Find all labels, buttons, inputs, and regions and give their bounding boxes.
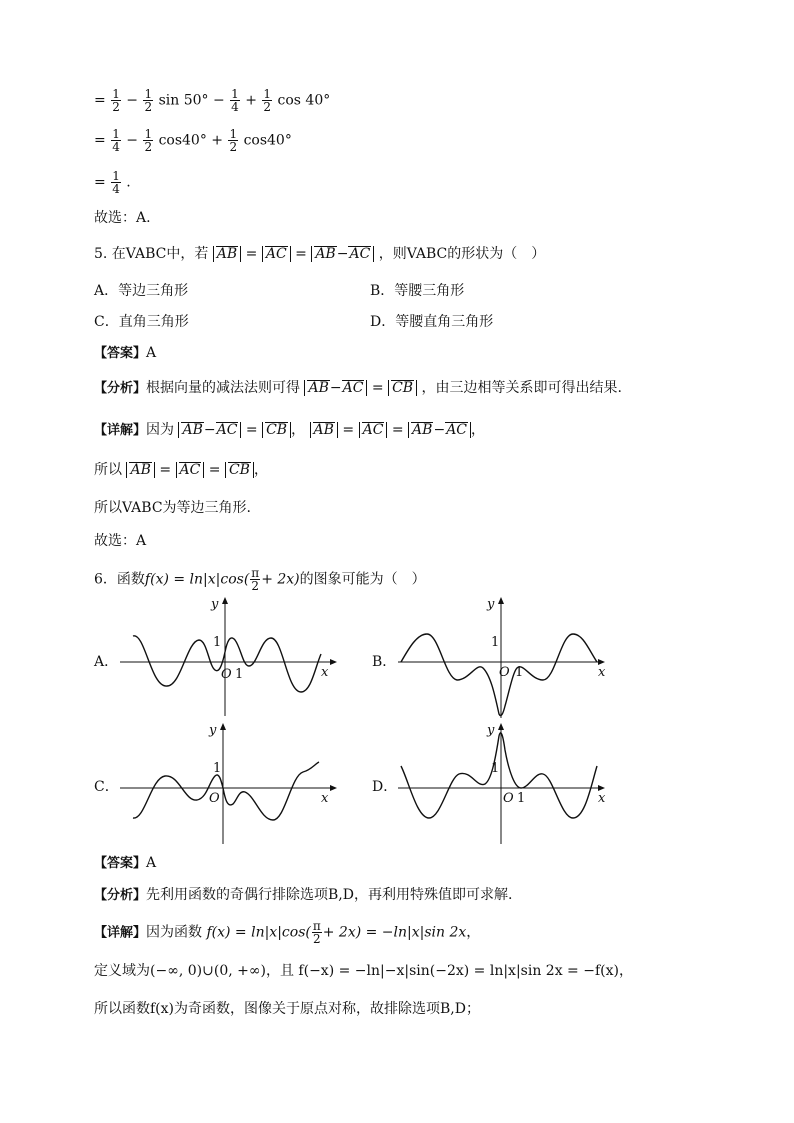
answer-5: 【答案】A [94, 345, 157, 361]
y-tick-1: 1 [213, 635, 222, 650]
fraction: $\frac{1}{4}$ [112, 127, 120, 154]
origin-label: O [209, 791, 220, 806]
graph-label-c: C． [94, 779, 119, 795]
choose-line-1: 故选：A. [94, 210, 151, 226]
y-tick-1: 1 [491, 761, 500, 776]
graph-label-a: A． [94, 654, 119, 670]
question-5: 5. 在VABC中，若 AB = AC = AB−AC ，则VABC的形状为（ ） [94, 246, 546, 262]
y-label: y [487, 597, 495, 612]
y-axis-arrow [498, 723, 504, 730]
y-tick-1: 1 [213, 761, 222, 776]
graph-a-curve [133, 636, 321, 692]
y-label: y [209, 723, 217, 738]
detail-5-line-3: 所以VABC为等边三角形. [94, 500, 251, 516]
eq-sign: = [94, 92, 106, 109]
analysis-5: 【分析】根据向量的减法法则可得 AB−AC = CB ，由三边相等关系即可得出结果. [94, 380, 622, 396]
graph-label-b: B． [372, 654, 397, 670]
detail-6: 【详解】因为函数 f(x) = ln|x|cos( $\frac{\pi}{2}$ + 2x) = −ln|x|sin 2x， [94, 919, 481, 946]
fraction: $\frac{1}{4}$ [231, 87, 239, 114]
question-6: 6．函数f(x) = ln|x|cos( $\frac{\pi}{2}$ + 2x)的图象可能为（ ） [94, 566, 426, 593]
x-label: x [598, 791, 606, 806]
analysis-6: 【分析】先利用函数的奇偶行排除选项B,D，再利用特殊值即可求解. [94, 887, 513, 903]
step-line-2: = $\frac{1}{4}$ − $\frac{1}{2}$ cos40° + $\frac{1}{2}$ cos40° [94, 127, 292, 154]
x-tick-1: 1 [517, 791, 526, 806]
y-label: y [487, 723, 495, 738]
graph-c-curve [133, 762, 319, 820]
x-label: x [598, 665, 606, 680]
fraction: $\frac{1}{4}$ [112, 169, 120, 196]
option-c: C．直角三角形 [94, 314, 189, 330]
y-tick-1: 1 [491, 635, 500, 650]
y-label: y [211, 597, 219, 612]
y-axis-arrow [222, 597, 228, 604]
x-axis-arrow [330, 659, 337, 665]
fraction: $\frac{1}{2}$ [144, 87, 153, 114]
answer-6: 【答案】A [94, 855, 157, 871]
detail-5-line-2: 所以 AB = AC = CB ， [94, 462, 268, 478]
option-d: D．等腰直角三角形 [370, 314, 494, 330]
choose-line-5: 故选：A [94, 533, 147, 549]
graph-a [115, 596, 340, 718]
y-axis-arrow [220, 723, 226, 730]
fraction: $\frac{1}{2}$ [144, 127, 153, 154]
x-tick-1: 1 [235, 667, 244, 682]
step-line-1: = $\frac{1}{2}$ − $\frac{1}{2}$ sin 50° − $\frac{1}{4}$ + $\frac{1}{2}$ cos 40° [94, 87, 331, 114]
graph-d [393, 722, 618, 846]
detail-5: 【详解】因为 AB−AC = CB ， AB = AC = AB−AC ， [94, 422, 486, 438]
x-tick-1: 1 [515, 665, 524, 680]
fraction: $\frac{1}{2}$ [229, 127, 238, 154]
graph-label-d: D． [372, 779, 398, 795]
origin-label: O [221, 667, 232, 682]
fraction: $\frac{1}{2}$ [263, 87, 272, 114]
fraction: $\frac{1}{2}$ [112, 87, 120, 114]
origin-label: O [503, 791, 514, 806]
x-axis-arrow [330, 785, 337, 791]
domain-line: 定义域为(−∞, 0)∪(0, +∞)，且 f(−x) = −ln|−x|sin(−2x) = ln|x|sin 2x = −f(x)， [94, 963, 633, 979]
y-axis-arrow [498, 597, 504, 604]
x-label: x [321, 665, 329, 680]
graph-b [393, 596, 618, 720]
x-label: x [321, 791, 329, 806]
option-a: A．等边三角形 [94, 283, 189, 299]
option-b: B．等腰三角形 [370, 283, 465, 299]
origin-label: O [499, 665, 510, 680]
step-line-3: = $\frac{1}{4}$ . [94, 169, 131, 196]
odd-line: 所以函数f(x)为奇函数，图像关于原点对称，故排除选项B,D； [94, 1001, 480, 1017]
graph-c [115, 722, 340, 846]
